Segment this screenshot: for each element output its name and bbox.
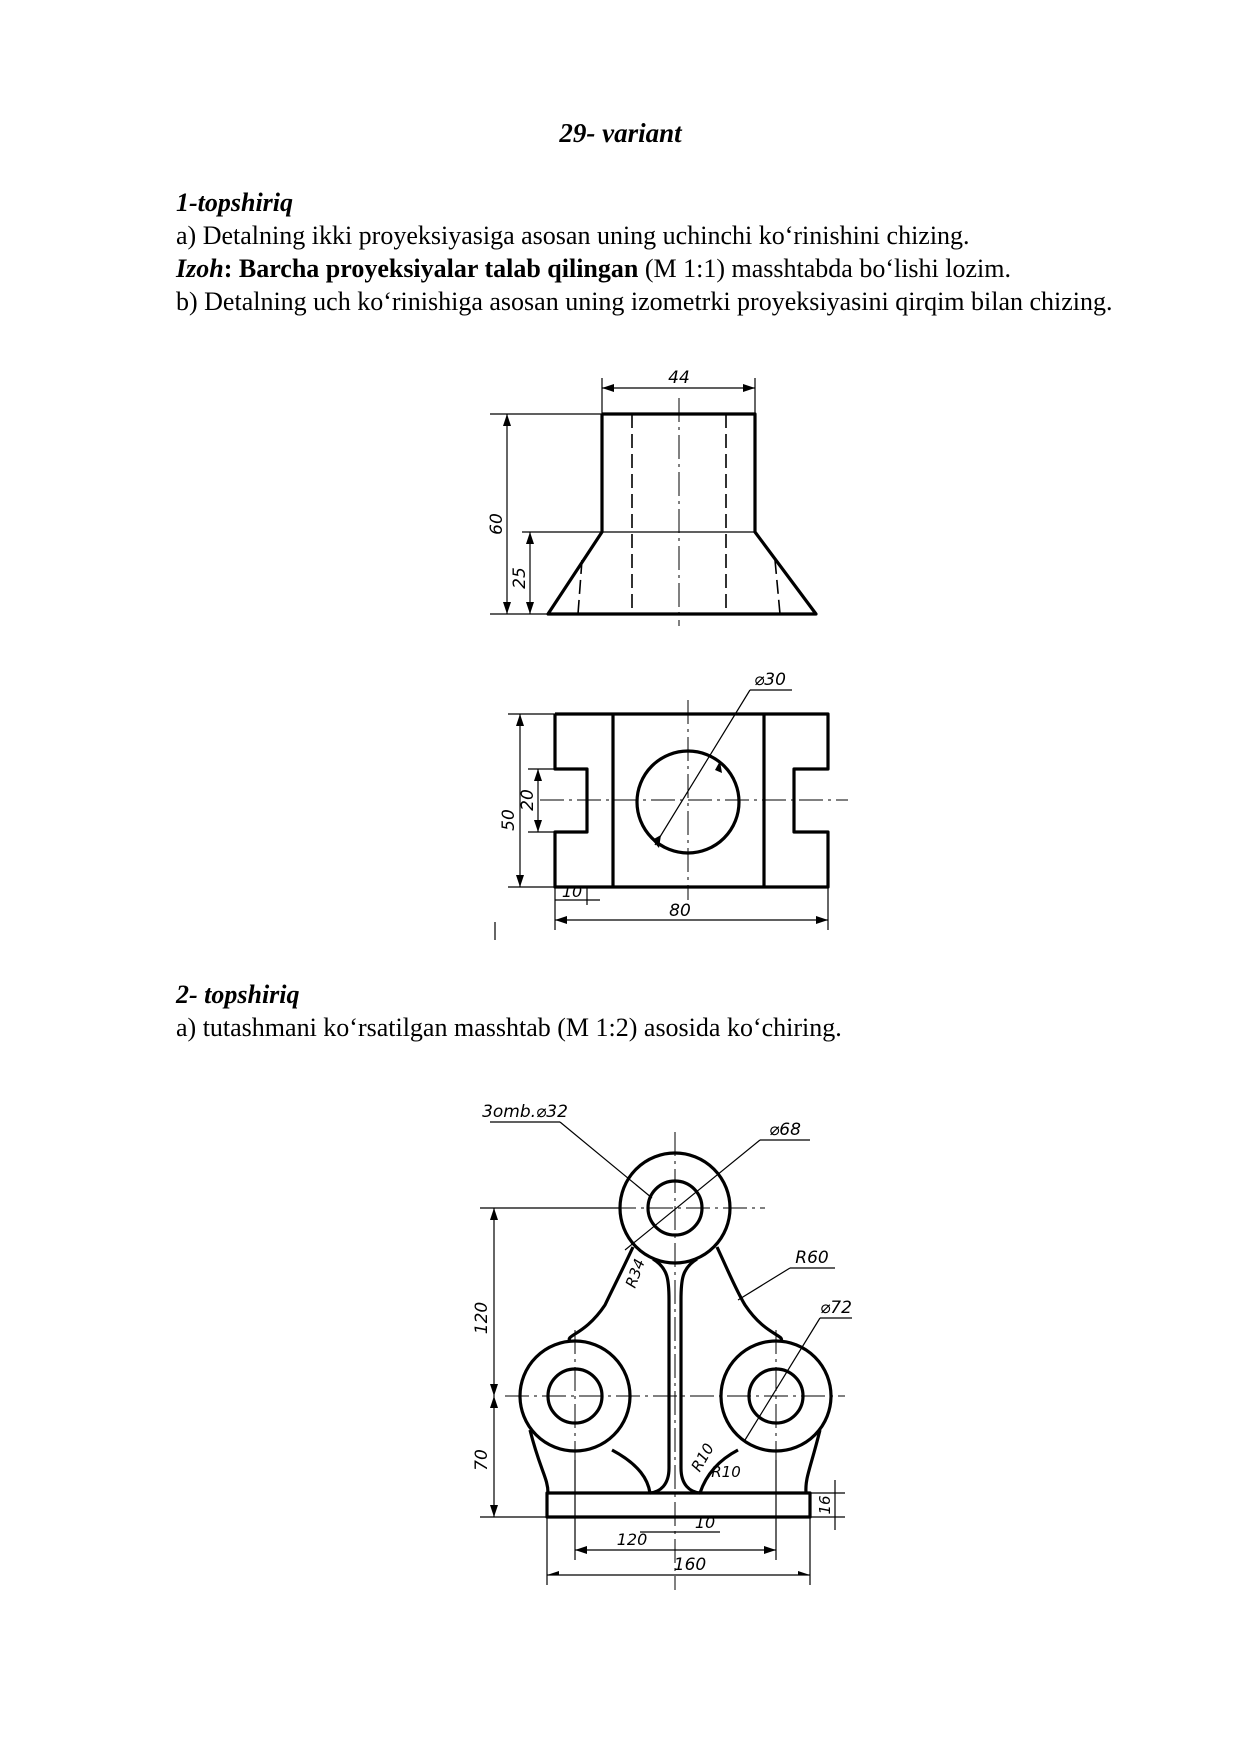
- dim-120-horizontal-label: 120: [616, 1530, 648, 1549]
- dim-10-label: 10: [561, 882, 583, 901]
- dim-50-label: 50: [499, 809, 519, 831]
- task2-heading: 2- topshiriq: [176, 980, 300, 1009]
- dim-60-label: 60: [487, 513, 507, 535]
- dim-r34-label: R34: [621, 1256, 649, 1291]
- dim-20-label: 20: [518, 789, 538, 811]
- dim-25-label: 25: [510, 567, 530, 589]
- dim-r10-b-label: R10: [711, 1463, 741, 1481]
- task1-item-b: b) Detalning uch ko‘rinishiga asosan uning izometrki proyeksiyasini qirqim bilan chizing.: [176, 287, 1113, 316]
- page-title: 29- variant: [559, 118, 682, 148]
- dim-44-label: 44: [668, 368, 690, 388]
- dim-d72-label: ⌀72: [820, 1298, 852, 1318]
- dim-r60-label: R60: [795, 1248, 829, 1268]
- task1-heading: 1-topshiriq: [176, 188, 294, 217]
- dim-70-label: 70: [472, 1449, 492, 1471]
- dim-160-label: 160: [673, 1555, 707, 1575]
- task1-item-a: a) Detalning ikki proyeksiyasiga asosan uning uchinchi ko‘rinishini chizing.: [176, 221, 970, 250]
- note-colon: :: [223, 254, 233, 283]
- note-label: Izoh: [176, 254, 224, 283]
- dim-r10-a-label: R10: [687, 1440, 718, 1475]
- note-bold-text: Barcha proyeksiyalar talab qilingan: [238, 254, 639, 283]
- note-rest-text: (M 1:1) masshtabda bo‘lishi lozim.: [638, 254, 1011, 283]
- dim-d30-label: ⌀30: [754, 670, 786, 690]
- dim-120-vertical-label: 120: [472, 1301, 492, 1335]
- dim-80-label: 80: [669, 901, 691, 921]
- dim-d68-label: ⌀68: [769, 1120, 801, 1140]
- dim-10-bracket-label: 10: [694, 1513, 716, 1532]
- dim-16-label: 16: [816, 1495, 834, 1515]
- task2-item-a: a) tutashmani ko‘rsatilgan masshtab (M 1:2) asosida ko‘chiring.: [176, 1013, 842, 1042]
- dim-holes-label: 3omb.⌀32: [482, 1102, 568, 1122]
